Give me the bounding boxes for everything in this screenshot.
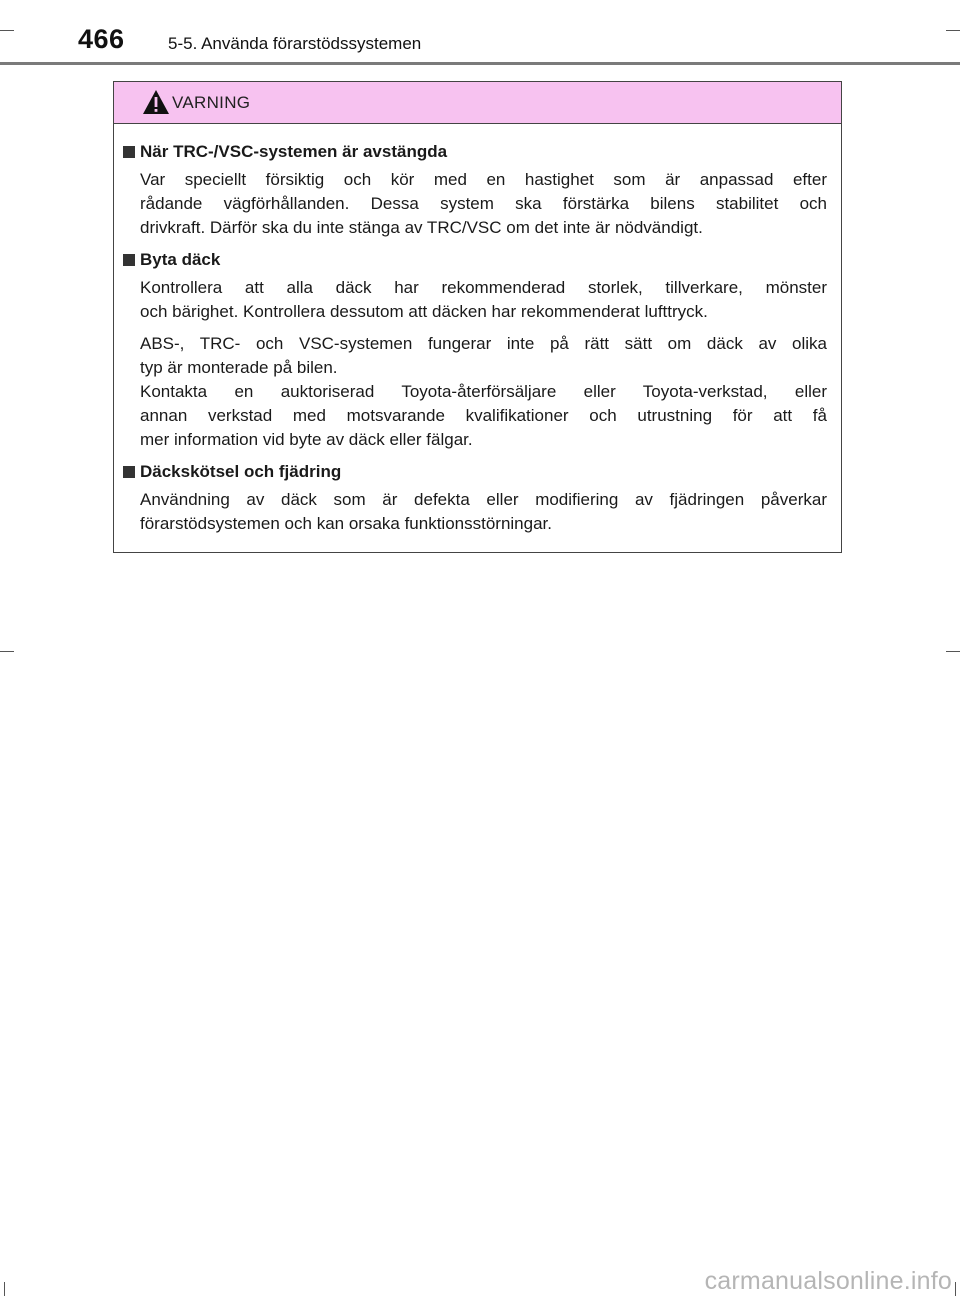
warning-item (123, 248, 827, 452)
text-line: annan verkstad med motsvarande kvalifikationer och utrustning för att få (140, 406, 827, 425)
warning-item-heading (123, 460, 827, 484)
square-bullet-icon (123, 466, 135, 478)
text-line: och bärighet. Kontrollera dessutom att däcken har rekommenderat lufttryck. (140, 302, 708, 321)
warning-body (114, 124, 841, 536)
text-line: Kontakta en auktoriserad Toyota-återförsäljare eller Toyota-verkstad, eller (140, 382, 827, 401)
warning-label: VARNING (172, 93, 251, 112)
warning-header (114, 82, 841, 124)
text-line: drivkraft. Därför ska du inte stänga av TRC/VSC om det inte är nödvändigt. (140, 218, 703, 237)
text-line: Användning av däck som är defekta eller modifiering av fjädringen påverkar (140, 490, 827, 509)
text-line: typ är monterade på bilen. (140, 358, 338, 377)
text-line: förarstödsystemen och kan orsaka funktionsstörningar. (140, 514, 552, 533)
section-title: 5-5. Använda förarstödssystemen (168, 34, 422, 53)
warning-item-title: Byta däck (140, 250, 221, 269)
warning-paragraph (140, 488, 827, 536)
header-rule (0, 62, 960, 65)
text-line: Kontrollera att alla däck har rekommenderad storlek, tillverkare, mönster (140, 278, 827, 297)
text-line: mer information vid byte av däck eller fälgar. (140, 430, 473, 449)
warning-item-heading (123, 140, 827, 164)
warning-box (113, 81, 842, 553)
warning-item-title: När TRC-/VSC-systemen är avstängda (140, 142, 448, 161)
text-line: Var speciellt försiktig och kör med en hastighet som är anpassad efter (140, 170, 827, 189)
watermark: carmanualsonline.info (704, 1267, 952, 1295)
warning-paragraph (140, 276, 827, 324)
square-bullet-icon (123, 146, 135, 158)
warning-item (123, 460, 827, 536)
warning-item (123, 140, 827, 240)
warning-triangle-icon (142, 89, 170, 115)
page-number: 466 (78, 24, 125, 54)
warning-paragraph (140, 168, 827, 240)
text-line: ABS-, TRC- och VSC-systemen fungerar inte på rätt sätt om däck av olika (140, 334, 827, 353)
square-bullet-icon (123, 254, 135, 266)
warning-item-heading (123, 248, 827, 272)
warning-item-title: Däckskötsel och fjädring (140, 462, 342, 481)
text-line: rådande vägförhållanden. Dessa system ska förstärka bilens stabilitet och (140, 194, 827, 213)
warning-paragraph (140, 332, 827, 452)
page-header (0, 0, 960, 64)
